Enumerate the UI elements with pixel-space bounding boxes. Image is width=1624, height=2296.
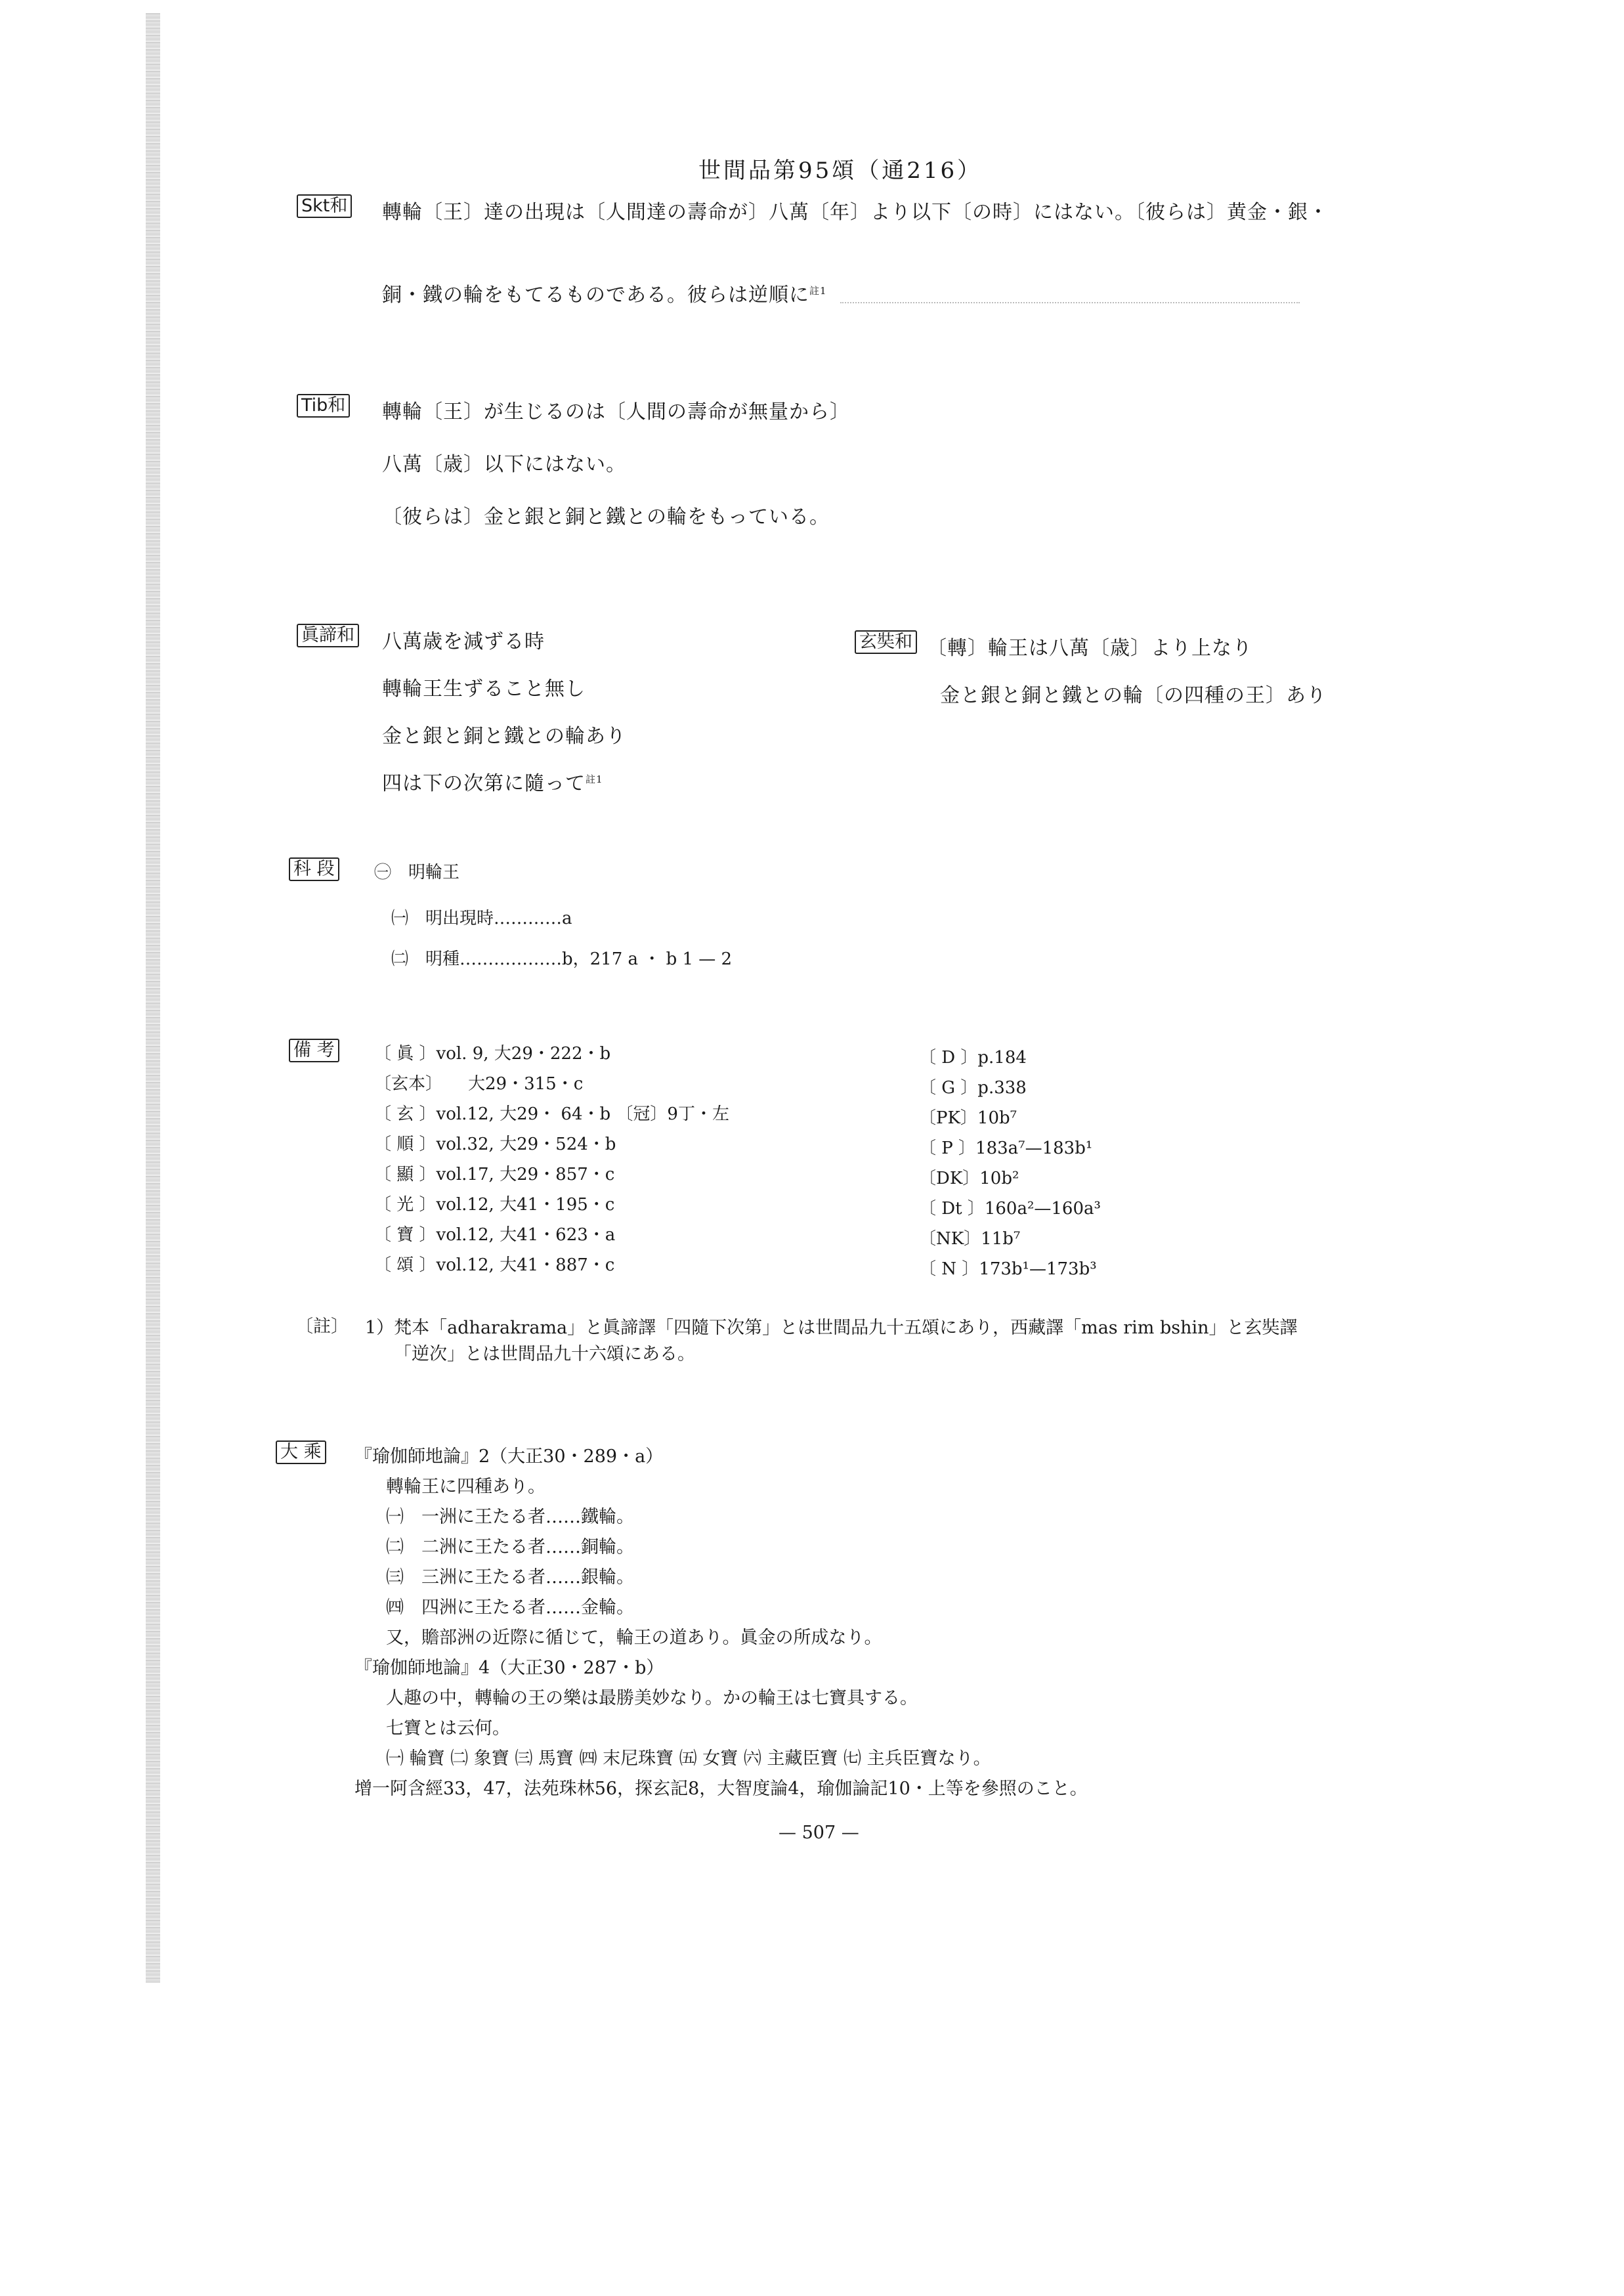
biko-left-2: 〔玄本〕 大29・315・c	[374, 1074, 584, 1094]
daijo-tag: 大 乘	[276, 1440, 326, 1464]
page-title: 世間品第95頌（通216）	[698, 158, 983, 184]
biko-left-5: 〔 顯 〕vol.17, 大29・857・c	[374, 1165, 615, 1184]
shintai-line-4	[382, 767, 603, 796]
kadan-tag: 科 段	[289, 857, 339, 881]
biko-right-3: 〔PK〕10b⁷	[919, 1108, 1017, 1128]
daijo-line-2: 轉輪王に四種あり。	[386, 1477, 545, 1497]
daijo-line-4: ㈡ 二洲に王たる者……銅輪。	[386, 1537, 634, 1557]
daijo-line-12: 增一阿含經33，47，法苑珠林56，探玄記8，大智度論4，瑜伽論記10・上等を參照のこと。	[354, 1779, 1088, 1799]
daijo-line-6: ㈣ 四洲に王たる者……金輪。	[386, 1597, 634, 1618]
kadan-line-1: ㊀ 明輪王	[374, 863, 460, 882]
daijo-line-10: 七寶とは云何。	[386, 1718, 510, 1739]
biko-left-6: 〔 光 〕vol.12, 大41・195・c	[374, 1195, 615, 1215]
chu-line-1: 1）梵本「adharakrama」と眞諦譯「四隨下次第」とは世間品九十五頌にあり，西藏譯「mas rim bshin」と玄奘譯	[365, 1318, 1298, 1338]
skt-line-1: 轉輪〔王〕達の出現は〔人間達の壽命が〕八萬〔年〕より以下〔の時〕にはない。〔彼らは〕黄金・銀・	[382, 201, 1329, 224]
skt-tag: Skt和	[297, 194, 352, 218]
tib-line-3: 〔彼らは〕金と銀と銅と鐵との輪をもっている。	[382, 506, 830, 529]
daijo-line-5: ㈢ 三洲に王たる者……銀輪。	[386, 1567, 634, 1588]
biko-left-7: 〔 寶 〕vol.12, 大41・623・a	[374, 1225, 616, 1245]
daijo-line-1: 『瑜伽師地論』2（大正30・289・a）	[354, 1446, 664, 1467]
biko-left-8: 〔 頌 〕vol.12, 大41・887・c	[374, 1255, 615, 1275]
biko-right-2: 〔 G 〕p.338	[919, 1078, 1027, 1098]
daijo-line-8: 『瑜伽師地論』4（大正30・287・b）	[354, 1658, 664, 1678]
biko-right-7: 〔NK〕11b⁷	[919, 1229, 1021, 1249]
kadan-line-3: ㈡ 明種………………b，217 a ・ b 1 — 2	[391, 949, 733, 969]
biko-right-8: 〔 N 〕173b¹—173b³	[919, 1259, 1097, 1279]
shintai-line-1: 八萬歳を減ずる時	[382, 630, 545, 653]
tib-line-2: 八萬〔歳〕以下にはない。	[382, 453, 626, 476]
biko-left-1: 〔 眞 〕vol. 9, 大29・222・b	[374, 1044, 611, 1064]
chu-tag: 〔註〕	[295, 1316, 349, 1337]
scan-edge	[146, 13, 160, 1983]
shintai-line-2: 轉輪王生ずること無し	[382, 678, 586, 701]
skt-line-2-text: 銅・鐵の輪をもてるものである。彼らは逆順に	[382, 284, 809, 307]
kadan-line-2: ㈠ 明出現時…………a	[391, 909, 572, 928]
shintai-line-4-text: 四は下の次第に隨って	[382, 772, 586, 795]
shintai-note-mark: 註1	[586, 773, 603, 785]
skt-note-mark: 註1	[809, 285, 827, 297]
shintai-tag: 眞諦和	[297, 624, 359, 647]
tib-line-1: 轉輪〔王〕が生じるのは〔人間の壽命が無量から〕	[382, 401, 850, 423]
genjo-tag: 玄奘和	[855, 630, 917, 654]
biko-left-3: 〔 玄 〕vol.12, 大29・ 64・b 〔冠〕9丁・左	[374, 1104, 729, 1124]
shintai-line-3: 金と銀と銅と鐵との輪あり	[382, 725, 626, 748]
daijo-line-3: ㈠ 一洲に王たる者……鐵輪。	[386, 1507, 634, 1527]
biko-left-4: 〔 順 〕vol.32, 大29・524・b	[374, 1135, 616, 1154]
page-number: — 507 —	[779, 1823, 859, 1843]
daijo-line-7: 又，贍部洲の近際に循じて，輪王の道あり。眞金の所成なり。	[386, 1628, 882, 1648]
chu-line-2: 「逆次」とは世間品九十六頌にある。	[394, 1344, 695, 1364]
biko-tag: 備 考	[289, 1039, 339, 1062]
biko-right-5: 〔DK〕10b²	[919, 1169, 1019, 1188]
biko-right-1: 〔 D 〕p.184	[919, 1048, 1027, 1068]
biko-right-4: 〔 P 〕183a⁷—183b¹	[919, 1138, 1093, 1158]
genjo-line-2: 金と銀と銅と鐵との輪〔の四種の王〕あり	[940, 684, 1327, 707]
genjo-line-1: 〔轉〕輪王は八萬〔歳〕より上なり	[927, 637, 1252, 660]
tib-tag: Tib和	[297, 394, 350, 418]
faint-dots	[840, 302, 1300, 303]
biko-right-6: 〔 Dt 〕160a²—160a³	[919, 1199, 1101, 1219]
skt-line-2	[382, 278, 827, 307]
daijo-line-9: 人趣の中，轉輪の王の樂は最勝美妙なり。かの輪王は七寶具する。	[386, 1688, 918, 1708]
daijo-line-11: ㈠ 輪寶 ㈡ 象寶 ㈢ 馬寶 ㈣ 末尼珠寶 ㈤ 女寶 ㈥ 主藏臣寶 ㈦ 主兵臣寶なり。	[386, 1748, 991, 1769]
